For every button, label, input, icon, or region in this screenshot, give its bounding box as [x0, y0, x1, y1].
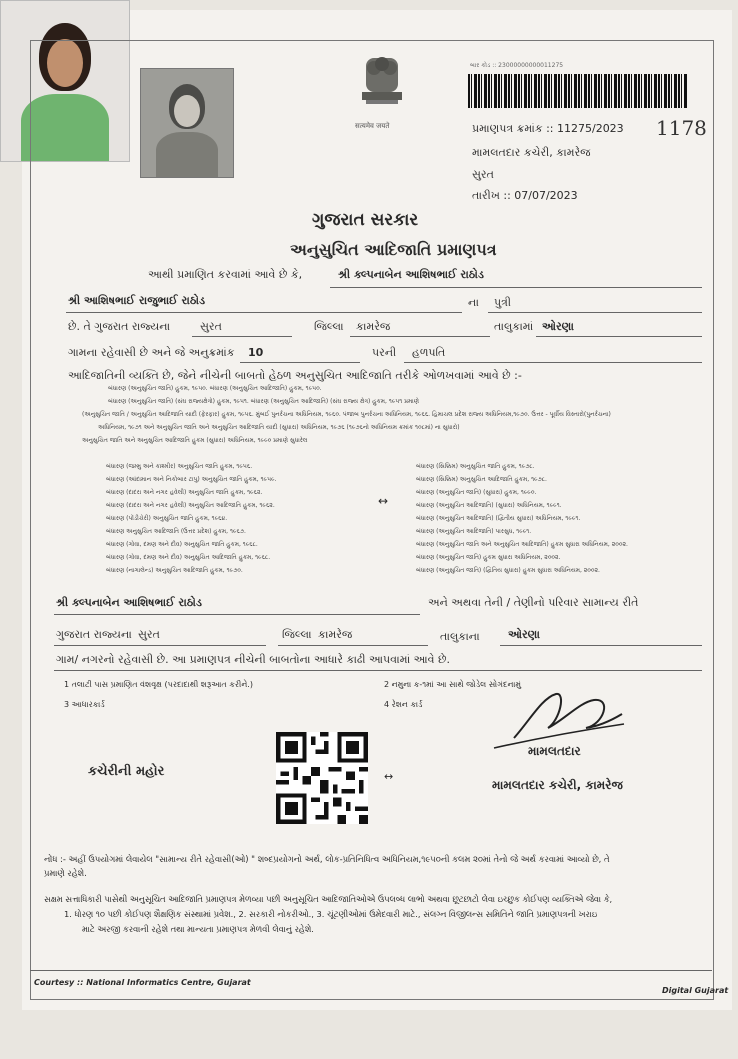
footer-courtesy: Courtesy :: National Informatics Centre, Gujarat: [34, 978, 251, 987]
note-line-1b: પ્રમાણે રહેશે.: [44, 868, 87, 878]
order-intro-line: અનુસુચિત જાતિ અને અનુસુચિત આદિજાતિ હુકમ (સુધારા) અધિનિયમ, ૧૯૯૦ પ્રમાણે સુધારેલ: [82, 437, 308, 444]
issuing-office: મામલતદાર કચેરી, કામરેજ: [472, 146, 591, 159]
residence-statement: ગામ/ નગરનો રહેવાસી છે. આ પ્રમાણપત્ર નીચેની બાબતોના આધારે કાઢી આપવામાં આવે છે.: [56, 653, 451, 666]
order-intro-line: બંધારણ (અનુસુચિત જાતિ) હુકમ, ૧૯૫૦. બંધારણ (અનુસુચિત આદિજાતિ) હુકમ, ૧૯૫૦.: [108, 385, 322, 392]
certificate-number: પ્રમાણપત્ર ક્રમાંક :: 11275/2023: [472, 122, 624, 135]
order-right-item: બંધારણ (અનુસુચિત જાતિ) (સુધારા) હુકમ, ૧૯૯૦.: [416, 489, 537, 496]
document-item-3: 3 આધારકાર્ડ: [64, 700, 105, 709]
order-right-item: બંધારણ (અનુસુચિત જાતિ) (દ્વિતિય સુધારા) હુકમ સુધારા અધિનિયમ, ૨૦૦૨.: [416, 567, 600, 574]
certificate-title: અનુસુચિત આદિજાતિ પ્રમાણપત્ર: [290, 240, 497, 259]
footer-brand: Digital Gujarat: [662, 986, 729, 995]
signatory-office: મામલતદાર કચેરી, કામરેજ: [492, 778, 623, 792]
order-left-item: બંધારણ (પોંડીચેરી) અનુસુચિત જાતિ હુકમ, ૧૯૬૪.: [106, 515, 228, 522]
order-left-item: બંધારણ અનુસુચિત આદિજાતિ (ઉત્તર પ્રદેશ) હુકમ, ૧૯૬૭.: [106, 528, 246, 535]
barcode: [468, 74, 688, 108]
order-left-item: બંધારણ (દાદરા અને નગર હવેલી) અનુસુચિત આદિજાતિ હુકમ, ૧૯૬૨.: [106, 502, 275, 509]
district-label: જિલ્લા: [314, 320, 344, 333]
orders-right: [416, 460, 628, 577]
document-item-2: 2 નમુના ક-૧માં આ સાથે જોડેલ સોગંદનામું: [384, 680, 522, 689]
tribe-statement: આદિજાતિની વ્યક્તિ છે, જેને નીચેની બાબતો હેઠળ અનુસુચિત આદિજાતિ તરીકે ઓળખવામાં આવે છે :-: [68, 369, 522, 382]
taluka2: ઓરણા: [508, 628, 540, 641]
state2-label: ગુજરાત રાજ્યના: [56, 628, 132, 641]
district2: કામરેજ: [318, 628, 353, 641]
orders-arrow-icon: ↔: [378, 494, 389, 508]
district2-city: સુરત: [138, 628, 160, 641]
father-name: શ્રી આશિષભાઈ રાજુભાઈ રાઠોડ: [68, 294, 206, 307]
note-line-1: નોંધ :- અહીં ઉપયોગમાં લેવાયેલ "સામાન્ય રીતે રહેવાસી(ઓ) " શબ્દપ્રયોગનો અર્થ, લોક-પ્રતિનિધિત્વ અધિનિયમ,૧૯૫૦ની કલમ ૨૦માં તેનો જે અર્થ કરવામાં આવ્યો છે, તે: [44, 854, 610, 864]
district2-label: જિલ્લા: [282, 628, 312, 641]
printed-photo: [140, 68, 234, 178]
state-label: છે. તે ગુજરાત રાજ્યના: [68, 320, 171, 333]
order-left-item: બંધારણ (દાદરા અને નગર હવેલી) અનુસુચિત જાતિ હુકમ, ૧૯૬૨.: [106, 489, 263, 496]
second-applicant-name: શ્રી ક્લ્પનાબેન આશિષભાઈ રાઠોડ: [56, 596, 202, 609]
orders-left: [106, 460, 277, 577]
order-right-item: બંધારણ (અનુસુચિત આદિજાતિ) (સુધારા) અધિનિયમ, ૧૯૯૧.: [416, 502, 562, 509]
order-right-item: બંધારણ (અનુસુચિત આદિજાતિ) (દ્વિતીય સુધારા) અધિનિયમ, ૧૯૯૧.: [416, 515, 581, 522]
signatory-designation: મામલતદાર: [528, 744, 581, 758]
order-left-item: બંધારણ (આંદામાન અને નિકોબાર ટાપુ) અનુસુચિત જાતિ હુકમ, ૧૯૫૯.: [106, 476, 277, 483]
tribe-name: હળપતિ: [412, 346, 446, 359]
order-left-item: બંધારણ (ગોવા, દમણ અને દીવ) અનુસુચિત જાતિ હુકમ, ૧૯૬૮.: [106, 541, 258, 548]
order-left-item: બંધારણ (જમ્મુ અને કાશ્મીર) અનુસુચિત જાતિ હુકમ, ૧૯૫૬.: [106, 463, 253, 470]
order-right-item: બંધારણ (સિક્કિમ) અનુસુચિત જાતિ હુકમ, ૧૯૭૮.: [416, 463, 535, 470]
taluka-label: તાલુકામાં: [494, 320, 534, 333]
note-line-4: માટે અરજી કરવાની રહેશે તથા માન્યતા પ્રમાણપત્ર મેળવી લેવાનું રહેશે.: [82, 924, 314, 934]
order-intro-line: બંધારણ (અનુસુચિત જાતિ) (સંઘ રાજ્યક્ષેત્રો) હુકમ, ૧૯૫૧. બંધારણ (અનુસુચિત આદિજાતિ) (સંઘ રાજ્ય ક્ષેત્ર) હુકમ, ૧૯૫૧ પ્રમાણે: [108, 398, 419, 405]
order-right-item: બંધારણ (અનુસુચિત જાતિ અને અનુસુચિત આદિજાતિ) હુકમ સુધારા અધિનિયમ, ૨૦૦૨.: [416, 541, 628, 548]
district: કામરેજ: [356, 320, 391, 333]
tribe-label: પરની: [372, 346, 397, 359]
office-seal-label: કચેરીની મહોર: [88, 764, 165, 779]
order-right-item: બંધારણ (સિક્કિમ) અનુસુચિત આદિજાતિ હુકમ, ૧૯૭૮.: [416, 476, 547, 483]
barcode-number: બાર કોડ :: 23000000000011275: [470, 62, 564, 69]
issue-date: તારીખ :: 07/07/2023: [472, 189, 578, 202]
government-title: ગુજરાત સરકાર: [312, 210, 419, 230]
applicant-name: શ્રી ક્લ્પનાબેન આશિષભાઈ રાઠોડ: [338, 268, 484, 281]
qr-code: [276, 732, 368, 824]
document-item-1: 1 તલાટી પાસ પ્રમાણિત વંશવૃક્ષ (પરદાદાથી શરૂઆત કરીને.): [64, 680, 253, 689]
note-line-3: 1. ધોરણ ૧૦ પછી કોઈપણ શૈક્ષણિક સંસ્થામાં પ્રવેશ., 2. સરકારી નોકરીઓ., 3. ચૂંટણીઓમાં ઉમેદવારી માટે., સંલગ્ન વિજીલન્સ સમિતિને જાતિ પ્રમાણપત્રની ખરાઇ: [64, 909, 598, 919]
certify-label: આથી પ્રમાણિત કરવામાં આવે છે કે,: [148, 268, 303, 281]
document-item-4: 4 રેશન કાર્ડ: [384, 700, 423, 709]
order-intro-line: અધિનિયમ, ૧૯૭૧ અને અનુસુચિત જાતિ અને અનુસુચિત આદિજાતિ યાદી (સુધારા) અધિનિયમ, ૧૯૭૬ (૧૯૭૬નો અધિનિયમ ક્રમાંક ૧૦૮માં) ના સુધારો): [98, 424, 460, 431]
relation: પુત્રી: [494, 296, 512, 309]
serial-label: ગામના રહેવાસી છે અને જે અનુક્રમાંક: [68, 346, 235, 359]
orders-intro: [78, 382, 611, 447]
order-left-item: બંધારણ (નાગાલેન્ડ) અનુસુચિત આદિજાતિ હુકમ, ૧૯૭૦.: [106, 567, 243, 574]
serial-number: 10: [248, 346, 264, 359]
family-label: અને અથવા તેની / તેણીનો પરિવાર સામાન્ય રીતે: [428, 596, 639, 609]
relation-label: ના: [468, 296, 479, 309]
qr-arrow-icon: ↔: [384, 770, 394, 783]
city: સુરત: [472, 168, 494, 181]
taluka2-label: તાલુકાના: [440, 630, 480, 643]
emblem-motto: सत्यमेव जयते: [355, 122, 390, 130]
note-line-2: સક્ષમ સત્તાધિકારી પાસેથી અનુસૂચિત આદિજાતિ પ્રમાણપત્ર મેળવ્યા પછી અનુસૂચિત આદિજાતિઓએ ઉપલબ્ધ લાભો અથવા છૂટછાટો લેવા ઇચ્છુક કોઈપણ વ્યક્તિએ જેવા કે,: [44, 894, 613, 904]
order-left-item: બંધારણ (ગોવા, દમણ અને દીવ) અનુસુચિત આદિજાતિ હુકમ, ૧૯૬૮.: [106, 554, 271, 561]
order-intro-line: (અનુસુચિત જાતિ / અનુસુચિત આદિજાતિ યાદી (ફેરફાર) હુકમ, ૧૯૫૬. મુંબઈ પુનર્રચના અધિનિયમ, ૧૯૬૦. પંજાબ પુનર્રચના અધિનિયમ, ૧૯૬૬. હિમાચલ પ્રદેશ રાજ્ય અધિનિયમ,૧૯૭૦. ઉત્તર - પૂર્વીય વિસ્તારો(પુનર્રચના): [82, 411, 611, 418]
district-city: સુરત: [200, 320, 222, 333]
order-right-item: બંધારણ (અનુસુચિત જાતિ) હુકમ સુધારા અધિનિયમ, ૨૦૦૨.: [416, 554, 561, 561]
national-emblem-icon: [352, 52, 412, 122]
order-right-item: બંધારણ (અનુસુચિત આદિજાતિ) પારસુધ, ૧૯૯૧.: [416, 528, 532, 535]
taluka: ઓરણા: [542, 320, 574, 333]
handwritten-number: 1178: [656, 116, 707, 140]
